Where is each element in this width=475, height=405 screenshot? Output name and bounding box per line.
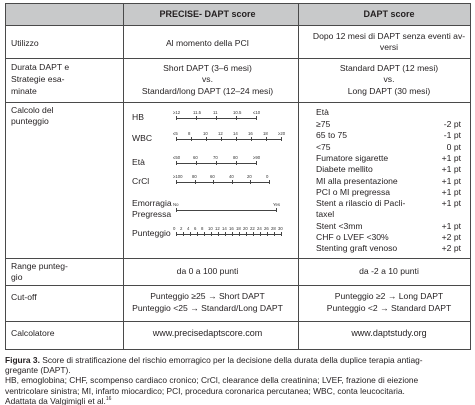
caption-reference: 16 [105,396,112,403]
nomogram-tick-crcl [232,180,233,184]
cutoff-dapt-line2: Punteggio <2 → Standard DAPT [326,303,452,313]
nomogram-tick-label-crcl: 0 [266,174,269,179]
dapt-item-label: Fumatore sigarette [316,152,389,163]
nomogram-tick-label-punteggio: 2 [180,226,183,231]
row-label-durata-1: Durata DAPT e [11,62,70,72]
caption-line-5: Adattata da Valgimigli et al. [5,395,106,405]
caption-line-3: HB, emoglobina; CHF, scompenso cardiaco cronico; CrCl, clearance della creatinina; LVEF, frazione di eiezione [5,375,419,386]
precise-calculator-link[interactable]: www.precisedaptscore.com [152,328,263,338]
nomogram-tick-label-wbc: 16 [248,131,253,136]
range-precise: da 0 a 100 punti [176,266,239,276]
dapt-item-points: -2 pt [443,119,461,129]
caption-line-2: gregante (DAPT). [5,365,71,376]
nomogram-tick-label-wbc: 8 [188,131,191,136]
caption-line-1: Score di stratificazione del rischio emorragico per la decisione della durata della duplice terapia antiag- [39,355,423,365]
nomogram-label-punteggio: Punteggio [132,228,171,238]
row-label-range-1: Range punteg- [11,261,68,271]
nomogram-tick-label-punteggio: 12 [215,226,220,231]
nomogram-tick-label-eta: ≤50 [173,155,181,160]
nomogram-tick-hb [176,116,177,120]
nomogram-tick-wbc [191,137,192,141]
dapt-item-label: MI alla presentazione [316,175,398,186]
durata-precise-line3: Standard/long DAPT (12–24 mesi) [141,86,274,96]
dapt-item-points: +1 pt [441,186,461,197]
nomogram-tick-label-punteggio: 20 [243,226,248,231]
nomogram-tick-punteggio [211,232,212,236]
dapt-item-label: Stent <3mm [316,220,363,231]
nomogram-tick-label-wbc: 18 [263,131,268,136]
nomogram-tick-wbc [266,137,267,141]
utilizzo-dapt-line1: Dopo 12 mesi di DAPT senza eventi av- [312,31,466,41]
nomogram-label-emorragia-1: Emorragia [132,198,172,208]
nomogram-tick-punteggio [260,232,261,236]
nomogram-tick-label-wbc: ≤5 [173,131,178,136]
nomogram-tick-label-punteggio: 24 [257,226,262,231]
nomogram-tick-punteggio [239,232,240,236]
nomogram-label-crcl: CrCl [132,176,150,186]
durata-precise-line2: vs. [202,74,213,84]
nomogram-tick-hb [216,116,217,120]
nomogram-tick-wbc [236,137,237,141]
nomogram-tick-punteggio [232,232,233,236]
row-label-calcolo-1: Calcolo del [11,105,54,115]
nomogram-tick-label-wbc: ≥20 [278,131,286,136]
nomogram-tick-label-punteggio: 22 [250,226,255,231]
nomogram-tick-hb [236,116,237,120]
nomogram-tick-label-crcl: 20 [247,174,252,179]
nomogram-tick-eta [196,161,197,165]
row-divider-3 [6,258,470,259]
nomogram-tick-label-wbc: 10 [203,131,208,136]
nomogram-tick-label-wbc: 12 [218,131,223,136]
nomogram-tick-label-hb: 11 [213,110,218,115]
row-label-cutoff: Cut-off [11,292,37,302]
dapt-item-points: +2 pt [441,232,461,242]
utilizzo-dapt-line2: versi [379,42,399,52]
nomogram-tick-emorragia [176,208,177,212]
nomogram-tick-label-hb: 10.5 [233,110,242,115]
caption-figure-number: Figura 3. [5,355,40,365]
cutoff-precise-line2: Punteggio <25 → Standard/Long DAPT [132,303,283,313]
nomogram-tick-wbc [221,137,222,141]
nomogram-tick-punteggio [218,232,219,236]
nomogram-tick-punteggio [253,232,254,236]
nomogram-tick-crcl [269,180,270,184]
nomogram-label-wbc: WBC [132,133,153,143]
nomogram-tick-label-punteggio: 30 [278,226,283,231]
nomogram-tick-hb [256,116,257,120]
nomogram-tick-label-eta: 80 [233,155,238,160]
durata-dapt-line2: vs. [383,74,395,84]
figure-caption [5,355,471,405]
nomogram-tick-label-crcl: ≥100 [173,174,183,179]
row-divider-2 [6,102,470,103]
nomogram-scale-crcl [176,182,269,183]
nomogram-tick-punteggio [225,232,226,236]
dapt-item-points: +1 pt [441,220,461,231]
header-precise-dapt: PRECISE- DAPT score [159,9,256,19]
dapt-calculator-link[interactable]: www.daptstudy.org [351,328,427,338]
nomogram-label-hb: HB [132,112,144,122]
dapt-item-label: PCI o MI pregressa [316,186,391,197]
row-label-calcolatore: Calcolatore [11,328,55,338]
dapt-item-points: +1 pt [441,175,461,186]
nomogram-tick-punteggio [246,232,247,236]
nomogram-tick-label-punteggio: 10 [208,226,213,231]
dapt-item-points: +1 pt [441,198,461,209]
nomogram-label-emorragia-2: Pregressa [132,209,172,219]
nomogram-tick-punteggio [274,232,275,236]
header-dapt-score: DAPT score [363,9,415,19]
durata-dapt-line3: Long DAPT (30 mesi) [347,86,431,96]
nomogram-tick-crcl [176,180,177,184]
comparison-table [5,3,471,350]
row-divider-4 [6,285,470,286]
row-label-range-2: gio [11,272,23,282]
durata-precise-line1: Short DAPT (3–6 mesi) [163,63,252,73]
nomogram-tick-label-punteggio: 6 [194,226,197,231]
nomogram-tick-punteggio [176,232,177,236]
range-dapt: da -2 a 10 punti [359,266,419,276]
nomogram-tick-label-eta: ≥90 [253,155,261,160]
dapt-item-label: ≥75 [316,119,331,129]
row-label-durata-3: minate [11,86,37,96]
nomogram-tick-label-punteggio: 4 [187,226,190,231]
row-label-utilizzo: Utilizzo [11,38,39,48]
row-label-calcolo-2: punteggio [11,116,49,126]
nomogram-tick-label-emorragia: Yes [273,202,281,207]
dapt-item-label: taxel [316,209,335,220]
nomogram-tick-eta [176,161,177,165]
nomogram-tick-label-punteggio: 26 [264,226,269,231]
cutoff-dapt-line1: Punteggio ≥2 → Long DAPT [334,291,444,301]
nomogram-label-eta: Età [132,157,145,167]
dapt-item-label: Stenting graft venoso [316,243,398,254]
caption-line-4: ventricolare sinistra; MI, infarto miocardico; PCI, procedura coronarica percutanea; WBC, conta leucocitaria. [5,385,405,396]
nomogram-tick-label-crcl: 80 [192,174,197,179]
nomogram-tick-label-punteggio: 28 [271,226,276,231]
dapt-item-points: +2 pt [441,243,461,254]
nomogram-tick-label-punteggio: 0 [173,226,176,231]
row-divider-5 [6,321,470,322]
nomogram-tick-label-punteggio: 14 [222,226,227,231]
dapt-item-label: CHF o LVEF <30% [316,232,389,242]
nomogram-tick-emorragia [276,208,277,212]
nomogram-tick-label-hb: ≥12 [173,110,181,115]
nomogram-tick-label-eta: 70 [213,155,218,160]
dapt-item-label: <75 [316,141,331,152]
dapt-item-points: -1 pt [443,130,461,141]
nomogram-tick-label-eta: 60 [193,155,198,160]
nomogram-scale-punteggio [176,234,281,235]
dapt-item-points: 0 pt [446,141,461,152]
dapt-items-title: Età [316,107,329,117]
nomogram-tick-label-crcl: 40 [229,174,234,179]
dapt-item-label: Diabete mellito [316,164,373,175]
nomogram-tick-label-punteggio: 16 [229,226,234,231]
dapt-item-points: +1 pt [441,152,461,163]
nomogram-scale-emorragia [176,210,276,211]
nomogram-tick-wbc [251,137,252,141]
nomogram-tick-label-emorragia: No [173,202,179,207]
nomogram-tick-label-crcl: 60 [210,174,215,179]
nomogram-tick-label-punteggio: 8 [201,226,204,231]
nomogram-tick-crcl [250,180,251,184]
nomogram-tick-label-hb: ≤10 [253,110,261,115]
dapt-item-label: 65 to 75 [316,130,348,141]
row-label-durata-2: Strategie esa- [11,74,65,84]
nomogram-tick-punteggio [267,232,268,236]
nomogram-tick-crcl [195,180,196,184]
nomogram-tick-eta [256,161,257,165]
nomogram-tick-punteggio [183,232,184,236]
nomogram-tick-punteggio [204,232,205,236]
dapt-item-label: Stent a rilascio di Pacli- [316,198,406,209]
nomogram-tick-eta [216,161,217,165]
dapt-item-points: +1 pt [441,164,461,175]
nomogram-tick-punteggio [197,232,198,236]
nomogram-tick-label-hb: 11.5 [193,110,202,115]
column-divider-1 [123,4,124,349]
nomogram-tick-label-punteggio: 18 [236,226,241,231]
cutoff-precise-line1: Punteggio ≥25 → Short DAPT [150,291,265,301]
nomogram-tick-wbc [281,137,282,141]
utilizzo-precise: Al momento della PCI [165,38,250,48]
row-divider-1 [6,58,470,59]
nomogram-tick-wbc [206,137,207,141]
nomogram-tick-punteggio [190,232,191,236]
column-divider-2 [298,4,299,349]
nomogram-tick-hb [196,116,197,120]
nomogram-tick-label-wbc: 14 [233,131,238,136]
nomogram-tick-wbc [176,137,177,141]
nomogram-tick-crcl [213,180,214,184]
nomogram-tick-punteggio [281,232,282,236]
durata-dapt-line1: Standard DAPT (12 mesi) [339,63,439,73]
nomogram-tick-eta [236,161,237,165]
